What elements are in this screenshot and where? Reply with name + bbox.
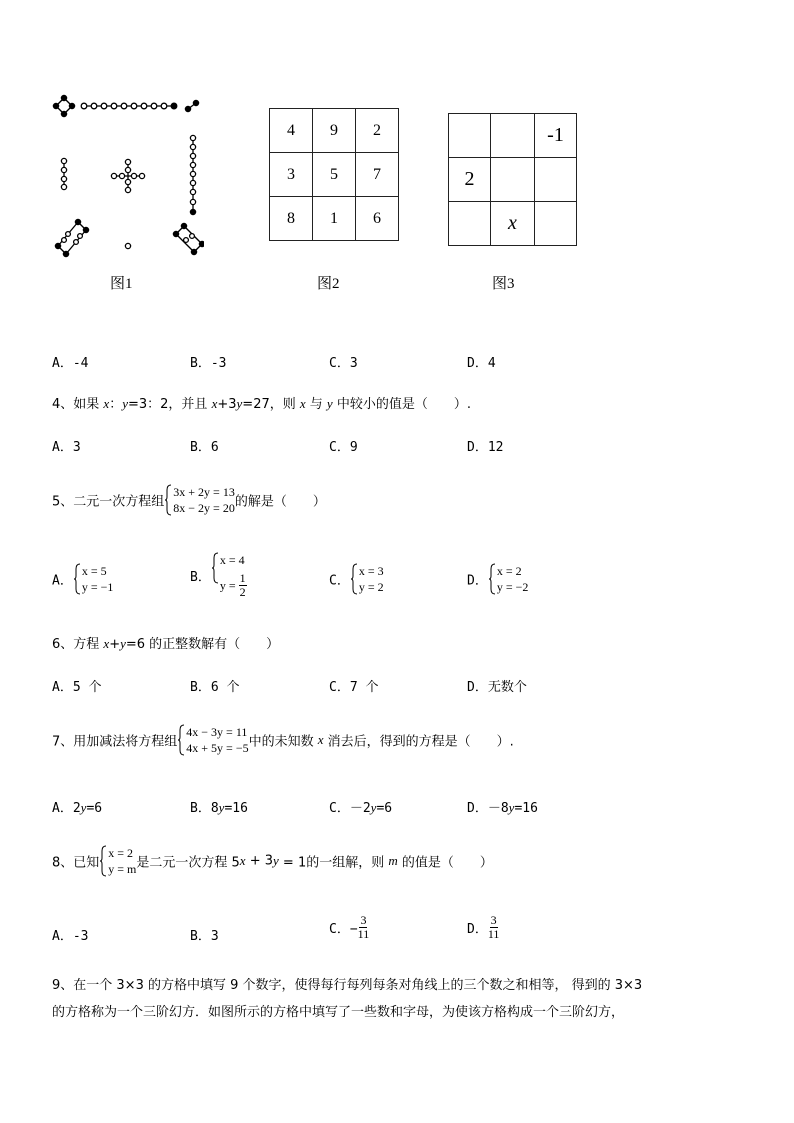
q6-option-b[interactable]: B．6 个	[190, 680, 240, 695]
figure-1-caption: 图1	[110, 276, 133, 292]
equation-system: 4x − 3y = 11 4x + 5y = −5	[177, 724, 248, 756]
grid-cell: 2	[449, 158, 491, 202]
q7-option-b[interactable]: B．8y=16	[190, 800, 248, 816]
question-4-stem: 4、如果 x：y=3：2，并且 x+3y=27，则 x 与 y 中较小的值是（ ）.	[52, 396, 471, 412]
grid-cell: 1	[313, 197, 356, 241]
question-9-line-2: 的方格称为一个三阶幻方．如图所示的方格中填写了一些数和字母，为使该方格构成一个三阶幻方，	[52, 1005, 625, 1020]
question-5-stem: 5、二元一次方程组 3x + 2y = 13 8x − 2y = 20 的解是（ ）	[52, 485, 326, 515]
q5-option-a[interactable]: A． x = 5 y = −1	[52, 564, 114, 594]
q6-option-c[interactable]: C．7 个	[329, 680, 379, 695]
figure-3-partial-square	[448, 113, 577, 246]
equation-system: x = 2 y = m	[99, 845, 136, 877]
question-8-stem: 8、已知 x = 2 y = m 是二元一次方程 5x + 3y = 1的一组解，则 m 的值是（ ）	[52, 846, 493, 876]
q3-option-c[interactable]: C．3	[329, 356, 358, 371]
question-6-stem: 6、方程 x+y=6 的正整数解有（ ）	[52, 636, 280, 652]
grid-cell	[535, 202, 577, 246]
q6-option-d[interactable]: D．无数个	[467, 680, 527, 695]
question-9-line-1: 9、在一个 3×3 的方格中填写 9 个数字，使得每行每列每条对角线上的三个数之和相等， 得到的 3×3	[52, 978, 643, 993]
q8-option-c[interactable]: C．− $\frac{3}{11}$	[329, 913, 370, 941]
q3-option-d[interactable]: D．4	[467, 356, 496, 371]
grid-cell: 3	[270, 153, 313, 197]
grid-cell: 5	[313, 153, 356, 197]
q4-option-a[interactable]: A．3	[52, 440, 81, 455]
grid-cell	[491, 158, 535, 202]
q4-option-b[interactable]: B．6	[190, 440, 219, 455]
grid-cell: x	[491, 202, 535, 246]
q7-option-c[interactable]: C．－2y=6	[329, 800, 393, 816]
grid-cell: 6	[356, 197, 399, 241]
question-7-stem: 7、用加减法将方程组 4x − 3y = 11 4x + 5y = −5 中的未知数 x 消去后，得到的方程是（ ）.	[52, 725, 514, 755]
q4-option-d[interactable]: D．12	[467, 440, 504, 455]
figure-1-bead-pattern	[52, 94, 204, 258]
grid-cell	[449, 202, 491, 246]
q6-option-a[interactable]: A．5 个	[52, 680, 102, 695]
figure-2-caption: 图2	[317, 276, 340, 292]
grid-cell: -1	[535, 114, 577, 158]
q8-option-d[interactable]: D． $\frac{3}{11}$	[467, 913, 500, 941]
q4-option-c[interactable]: C．9	[329, 440, 358, 455]
q5-option-c[interactable]: C． x = 3 y = 2	[329, 564, 384, 594]
q8-option-a[interactable]: A．-3	[52, 929, 89, 944]
equation-system: 3x + 2y = 13 8x − 2y = 20	[164, 484, 235, 516]
q5-option-b[interactable]: B． x = 4 y = $\frac{1}{2}$	[190, 553, 246, 599]
grid-cell: 8	[270, 197, 313, 241]
grid-cell: 9	[313, 109, 356, 153]
q8-option-b[interactable]: B．3	[190, 929, 219, 944]
figure-2-magic-square	[269, 108, 399, 241]
grid-cell	[535, 158, 577, 202]
q7-option-a[interactable]: A．2y=6	[52, 800, 103, 816]
q3-option-b[interactable]: B．-3	[190, 356, 227, 371]
grid-cell: 2	[356, 109, 399, 153]
grid-cell: 4	[270, 109, 313, 153]
grid-cell	[449, 114, 491, 158]
q5-option-d[interactable]: D． x = 2 y = −2	[467, 564, 529, 594]
grid-cell: 7	[356, 153, 399, 197]
figure-3-caption: 图3	[492, 276, 515, 292]
q7-option-d[interactable]: D．－8y=16	[467, 800, 538, 816]
grid-cell	[491, 114, 535, 158]
q3-option-a[interactable]: A．-4	[52, 356, 89, 371]
